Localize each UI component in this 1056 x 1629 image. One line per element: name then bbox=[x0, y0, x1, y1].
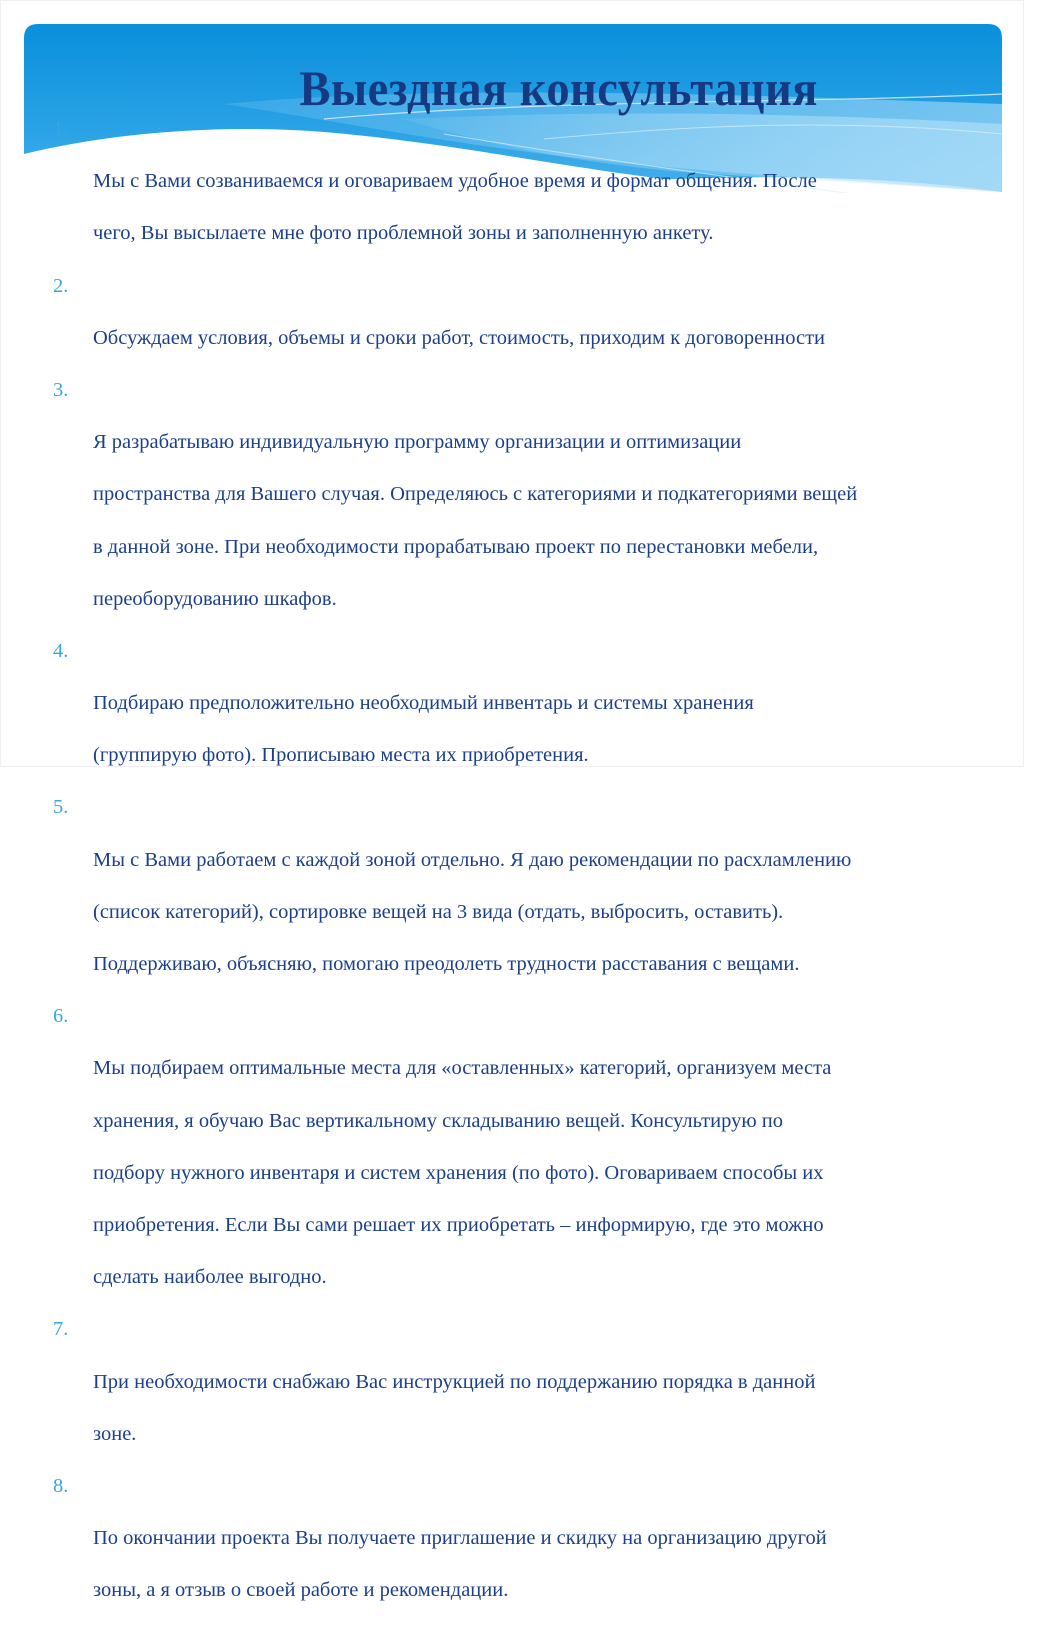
list-item-text: переоборудованию шкафов. bbox=[93, 587, 337, 610]
list-item bbox=[53, 273, 993, 377]
list-item-text: хранения, я обучаю Вас вертикальному складыванию вещей. Консультирую по bbox=[93, 1109, 784, 1132]
list-item-text: сделать наиболее выгодно. bbox=[93, 1266, 327, 1289]
list-number: 8. bbox=[53, 1474, 69, 1497]
list-item-text: По окончании проекта Вы получаете приглашение и скидку на организацию другой bbox=[93, 1527, 827, 1550]
list-number: 1. bbox=[53, 118, 69, 140]
list-item-text: Мы подбираем оптимальные места для «оставленных» категорий, организуем места bbox=[93, 1057, 832, 1080]
list-item-text: (список категорий), сортировке вещей на 3 вида (отдать, выбросить, оставить). bbox=[93, 900, 784, 923]
list-item-text: Мы с Вами созваниваемся и оговариваем удобное время и формат общения. После bbox=[93, 170, 817, 193]
list-item-text: Обсуждаем условия, объемы и сроки работ, стоимость, приходим к договоренности bbox=[93, 326, 826, 349]
list-item-text: Подбираю предположительно необходимый инвентарь и системы хранения bbox=[93, 692, 754, 715]
list-item-text: зоны, а я отзыв о своей работе и рекомендации. bbox=[93, 1579, 509, 1602]
list-number: 6. bbox=[53, 1005, 69, 1028]
list-item bbox=[53, 1003, 993, 1316]
list-item bbox=[53, 794, 993, 1003]
list-item-text: в данной зоне. При необходимости прорабатываю проект по перестановки мебели, bbox=[93, 535, 819, 558]
list-number: 7. bbox=[53, 1318, 69, 1341]
list-item-text: зоне. bbox=[93, 1422, 137, 1445]
list-item bbox=[53, 377, 993, 638]
list-item bbox=[53, 1473, 993, 1629]
list-item bbox=[53, 116, 993, 273]
list-number: 3. bbox=[53, 378, 69, 401]
list-number: 4. bbox=[53, 639, 69, 662]
list-item-text: Я разрабатываю индивидуальную программу организации и оптимизации bbox=[93, 431, 742, 454]
list-number: 5. bbox=[53, 796, 69, 819]
list-item-text: (группирую фото). Прописываю места их приобретения. bbox=[93, 744, 589, 767]
list-item-text: При необходимости снабжаю Вас инструкцией по поддержанию порядка в данной bbox=[93, 1370, 816, 1393]
list-item bbox=[53, 638, 993, 795]
list-item-text: Поддерживаю, объясняю, помогаю преодолеть трудности расставания с вещами. bbox=[93, 953, 800, 975]
list-item-text: подбору нужного инвентаря и систем хранения (по фото). Оговариваем способы их bbox=[93, 1161, 824, 1184]
list-item-text: чего, Вы высылаете мне фото проблемной зоны и заполненную анкету. bbox=[93, 222, 714, 245]
list-item bbox=[53, 1316, 993, 1473]
list-item-text: пространства для Вашего случая. Определяюсь с категориями и подкатегориями вещей bbox=[93, 483, 858, 506]
list-number: 2. bbox=[53, 274, 69, 297]
list-item-text: Мы с Вами работаем с каждой зоной отдельно. Я даю рекомендации по расхламлению bbox=[93, 848, 852, 871]
list-item-text: приобретения. Если Вы сами решает их приобретать – информирую, где это можно bbox=[93, 1213, 824, 1236]
steps-list bbox=[53, 116, 993, 1629]
page-title: Выездная консультация bbox=[299, 60, 818, 116]
